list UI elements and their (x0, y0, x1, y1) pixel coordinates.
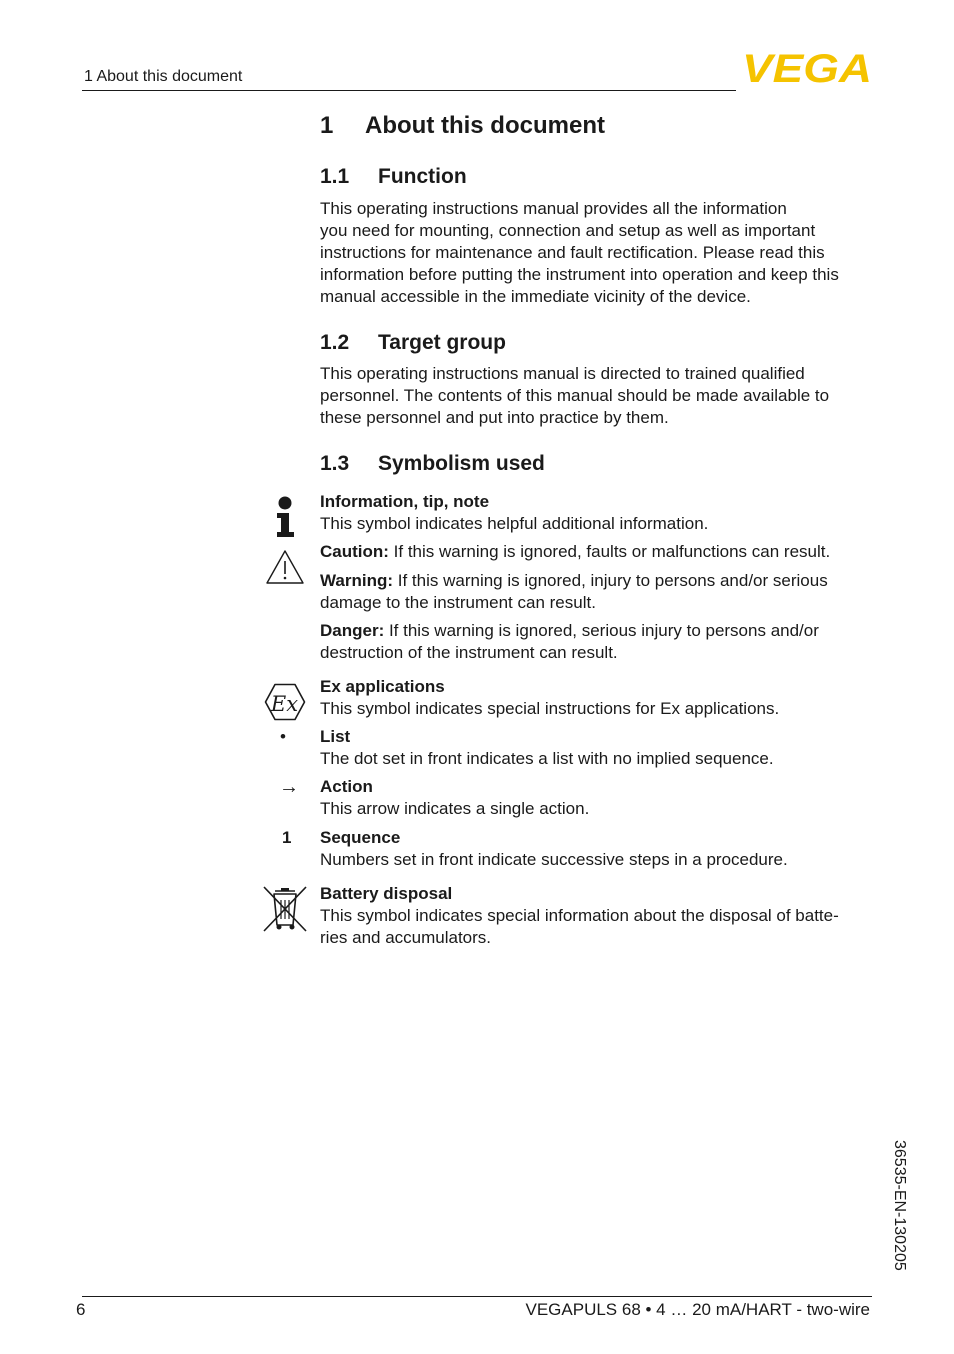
info-icon (274, 496, 296, 543)
symbol-description: This symbol indicates special instructions for Ex applications. (320, 699, 780, 718)
ex-hexagon-icon (264, 683, 306, 726)
danger-text: If this warning is ignored, serious injury to persons and/or (384, 621, 819, 640)
section-heading-target-group (320, 331, 506, 355)
symbol-caution (320, 541, 880, 563)
symbol-title: Ex applications (320, 677, 445, 696)
action-arrow-marker: → (279, 776, 299, 798)
page-number: 6 (76, 1300, 86, 1319)
function-paragraph (320, 198, 880, 308)
caution-text: If this warning is ignored, faults or malfunctions can result. (388, 542, 831, 561)
vega-logo (742, 52, 872, 84)
symbol-title: List (320, 727, 351, 746)
target-group-paragraph (320, 363, 880, 429)
symbol-description: This symbol indicates helpful additional information. (320, 514, 709, 533)
symbol-description: Numbers set in front indicate successive steps in a procedure. (320, 850, 788, 869)
symbol-title: Information, tip, note (320, 492, 490, 511)
symbol-description: The dot set in front indicates a list with no implied sequence. (320, 749, 774, 768)
section-number: 1.3 (320, 452, 350, 475)
text-line: instructions for maintenance and fault rectification. Please read this (320, 243, 825, 262)
text-line: information before putting the instrument into operation and keep this (320, 265, 839, 284)
symbol-danger (320, 620, 880, 664)
sequence-number-marker: 1 (282, 828, 292, 847)
warning-text: If this warning is ignored, injury to persons and/or serious (393, 571, 828, 590)
text-line: manual accessible in the immediate vicinity of the device. (320, 287, 751, 306)
section-number: 1.2 (320, 331, 350, 354)
text-line: This operating instructions manual is directed to trained qualified (320, 364, 805, 383)
section-title: Target group (378, 331, 506, 354)
chapter-number: 1 (320, 112, 334, 139)
symbol-battery (320, 883, 880, 949)
text-line: these personnel and put into practice by them. (320, 408, 669, 427)
header-rule (82, 90, 736, 91)
symbol-description: This symbol indicates special information about the disposal of batte- (320, 906, 839, 925)
chapter-title: About this document (365, 112, 605, 139)
footer-rule (82, 1296, 872, 1297)
danger-label: Danger: (320, 621, 385, 640)
caution-label: Caution: (320, 542, 389, 561)
list-bullet-marker: • (280, 727, 286, 746)
document-code: 36535-EN-130205 (891, 1140, 908, 1271)
chapter-heading (320, 112, 605, 140)
symbol-title: Battery disposal (320, 884, 453, 903)
section-title: Symbolism used (378, 452, 545, 475)
symbol-sequence (320, 827, 880, 871)
svg-text:Ex: Ex (270, 692, 299, 716)
text-line: personnel. The contents of this manual should be made available to (320, 386, 830, 405)
text-line: you need for mounting, connection and setup as well as important (320, 221, 816, 240)
symbol-title: Sequence (320, 828, 401, 847)
section-title: Function (378, 165, 467, 188)
symbol-description: This arrow indicates a single action. (320, 799, 590, 818)
warning-text-cont: damage to the instrument can result. (320, 593, 596, 612)
symbol-description-cont: ries and accumulators. (320, 928, 492, 947)
symbol-list (320, 726, 880, 770)
section-number: 1.1 (320, 165, 350, 188)
section-heading-function (320, 165, 467, 189)
symbol-action (320, 776, 880, 820)
warning-label: Warning: (320, 571, 394, 590)
footer-title: VEGAPULS 68 • 4 … 20 mA/HART - two-wire (525, 1300, 870, 1319)
crossed-bin-icon (262, 885, 308, 938)
danger-text-cont: destruction of the instrument can result. (320, 643, 618, 662)
symbol-ex (320, 676, 880, 720)
symbol-title: Action (320, 777, 373, 796)
section-heading-symbolism (320, 452, 545, 476)
symbol-warning (320, 570, 880, 614)
text-line: This operating instructions manual provides all the information (320, 199, 787, 218)
logo-text: VEGA (742, 52, 872, 84)
warning-triangle-icon (265, 549, 305, 590)
running-header: 1 About this document (84, 68, 243, 85)
symbol-info (320, 491, 880, 535)
